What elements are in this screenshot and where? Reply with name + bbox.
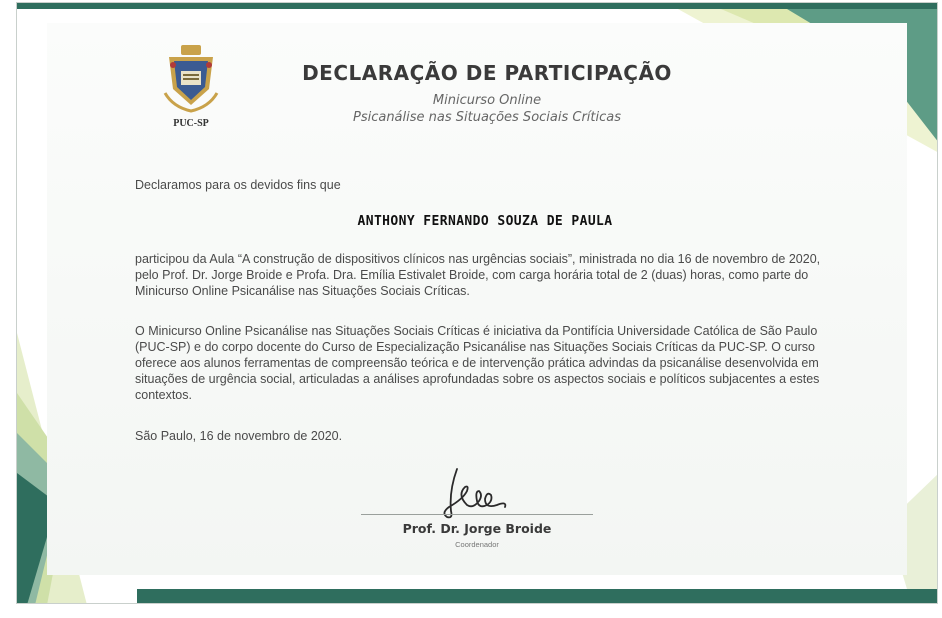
signer-role: Coordenador xyxy=(455,540,499,549)
subtitle-course-name: Psicanálise nas Situações Sociais Críticas xyxy=(352,110,622,125)
deco-top-edge xyxy=(17,3,938,9)
puc-sp-seal-icon xyxy=(163,43,219,115)
participant-name: ANTHONY FERNANDO SOUZA DE PAULA xyxy=(357,214,613,229)
intro-text: Declaramos para os devidos fins que xyxy=(135,178,341,192)
certificate xyxy=(16,2,938,604)
course-description-paragraph: O Minicurso Online Psicanálise nas Situações Sociais Críticas é iniciativa da Pontifícia Universidade Católica de São Paulo (PUC-SP) e do corpo docente do Curso de Especialização Psicanálise nas Situações Sociais Críticas da PUC-SP. O curso oferece aos alunos ferramentas de compreensão teórica e de intervenção prática advindas da psicanálise desenvolvida em situações de urgência social, articuladas a análises aprofundadas sobre os aspectos sociais e políticos subjacentes a estes contextos. xyxy=(135,324,820,402)
signer-name: Prof. Dr. Jorge Broide xyxy=(402,521,552,536)
subtitle-course: Minicurso Online xyxy=(432,93,542,108)
signature-line xyxy=(361,514,593,515)
deco-bottom-edge xyxy=(137,589,938,604)
participation-paragraph: participou da Aula “A construção de dispositivos clínicos nas urgências sociais”, ministrada no dia 16 de novembro de 2020, pelo Prof. Dr. Jorge Broide e Profa. Dra. Emília Estivalet Broide, com carga horária total de 2 (duas) horas, como parte do Minicurso Online Psicanálise nas Situações Sociais Críticas. xyxy=(135,252,821,298)
seal-label: PUC-SP xyxy=(173,118,209,129)
document-title: DECLARAÇÃO DE PARTICIPAÇÃO xyxy=(302,61,672,85)
handwritten-signature xyxy=(427,461,527,521)
place-date: São Paulo, 16 de novembro de 2020. xyxy=(135,429,343,443)
